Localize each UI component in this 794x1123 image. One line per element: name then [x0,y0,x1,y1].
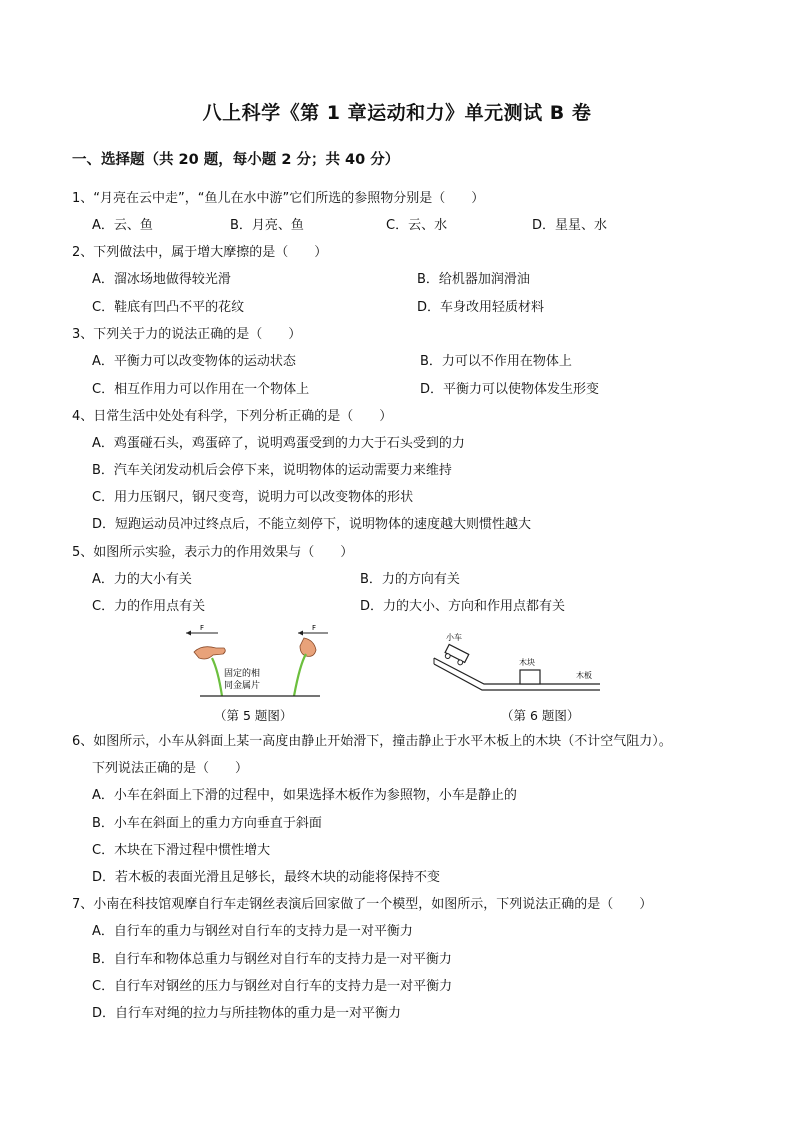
q1-option-a: A．云、鱼 [92,218,153,233]
q7-option-d: D．自行车对绳的拉力与所挂物体的重力是一对平衡力 [92,1006,402,1021]
q6-option-b: B．小车在斜面上的重力方向垂直于斜面 [92,816,322,831]
hand-left-icon [194,647,225,659]
q5-option-c: C．力的作用点有关 [92,599,206,614]
q5-option-d: D．力的大小、方向和作用点都有关 [360,599,566,614]
figure-6-diagram [430,630,602,692]
cart-icon [443,644,469,666]
board-label: 木板 [576,671,592,680]
figure-5-caption: （第 5 题图） [214,708,293,723]
metal-strip-right [294,654,306,696]
question-4-stem: 4、日常生活中处处有科学，下列分析正确的是（ ） [72,409,393,424]
q5-option-a: A．力的大小有关 [92,572,192,587]
arrow-head-left [186,631,191,636]
q1-option-d: D．星星、水 [532,218,608,233]
question-1-stem: 1、“月亮在云中走”，“鱼儿在水中游”它们所选的参照物分别是（ ） [72,191,485,206]
cart-label: 小车 [446,633,462,642]
q2-option-b: B．给机器加润滑油 [417,272,530,287]
q7-option-c: C．自行车对钢丝的压力与钢丝对自行车的支持力是一对平衡力 [92,979,453,994]
force-label-right: F [312,624,317,632]
q2-option-c: C．鞋底有凹凸不平的花纹 [92,300,245,315]
q6-option-a: A．小车在斜面上下滑的过程中，如果选择木板作为参照物，小车是静止的 [92,788,517,803]
q7-option-a: A．自行车的重力与钢丝对自行车的支持力是一对平衡力 [92,924,413,939]
wooden-block [520,670,540,684]
plate-label-line-2: 同金属片 [224,681,261,691]
q4-option-a: A．鸡蛋碰石头，鸡蛋碎了，说明鸡蛋受到的力大于石头受到的力 [92,436,465,451]
metal-strip-left [212,658,222,696]
block-label: 木块 [519,658,535,667]
figure-5-diagram [180,624,330,700]
q4-option-c: C．用力压钢尺，钢尺变弯，说明力可以改变物体的形状 [92,490,414,505]
plate-label-line-1: 固定的相 [224,669,261,679]
question-3-stem: 3、下列关于力的说法正确的是（ ） [72,327,302,342]
q3-option-b: B．力可以不作用在物体上 [420,354,572,369]
q3-option-c: C．相互作用力可以作用在一个物体上 [92,382,310,397]
q6-option-c: C．木块在下滑过程中惯性增大 [92,843,271,858]
q3-option-d: D．平衡力可以使物体发生形变 [420,382,600,397]
q4-option-d: D．短跑运动员冲过终点后，不能立刻停下，说明物体的速度越大则惯性越大 [92,517,532,532]
section-title: 一、选择题（共 20 题，每小题 2 分；共 40 分） [72,152,400,168]
hand-right-icon [300,638,316,656]
force-label-left: F [200,624,205,632]
q6-option-d: D．若木板的表面光滑且足够长，最终木块的动能将保持不变 [92,870,441,885]
q1-option-c: C．云、水 [386,218,448,233]
q2-option-a: A．溜冰场地做得较光滑 [92,272,231,287]
q2-option-d: D．车身改用轻质材料 [417,300,545,315]
figure-6-caption: （第 6 题图） [501,708,580,723]
question-7-stem: 7、小南在科技馆观摩自行车走钢丝表演后回家做了一个模型，如图所示，下列说法正确的是（ ） [72,897,653,912]
q3-option-a: A．平衡力可以改变物体的运动状态 [92,354,296,369]
question-2-stem: 2、下列做法中，属于增大摩擦的是（ ） [72,245,328,260]
arrow-head-right [298,631,303,636]
page-title: 八上科学《第 1 章运动和力》单元测试 B 卷 [202,102,592,124]
q5-option-b: B．力的方向有关 [360,572,460,587]
question-5-stem: 5、如图所示实验，表示力的作用效果与（ ） [72,545,354,560]
question-6-stem: 6、如图所示，小车从斜面上某一高度由静止开始滑下，撞击静止于水平木板上的木块（不计空气阻力）。 [72,734,672,749]
q7-option-b: B．自行车和物体总重力与钢丝对自行车的支持力是一对平衡力 [92,952,452,967]
question-6-stem-continued: 下列说法正确的是（ ） [92,761,249,776]
q4-option-b: B．汽车关闭发动机后会停下来，说明物体的运动需要力来维持 [92,463,452,478]
q1-option-b: B．月亮、鱼 [230,218,304,233]
